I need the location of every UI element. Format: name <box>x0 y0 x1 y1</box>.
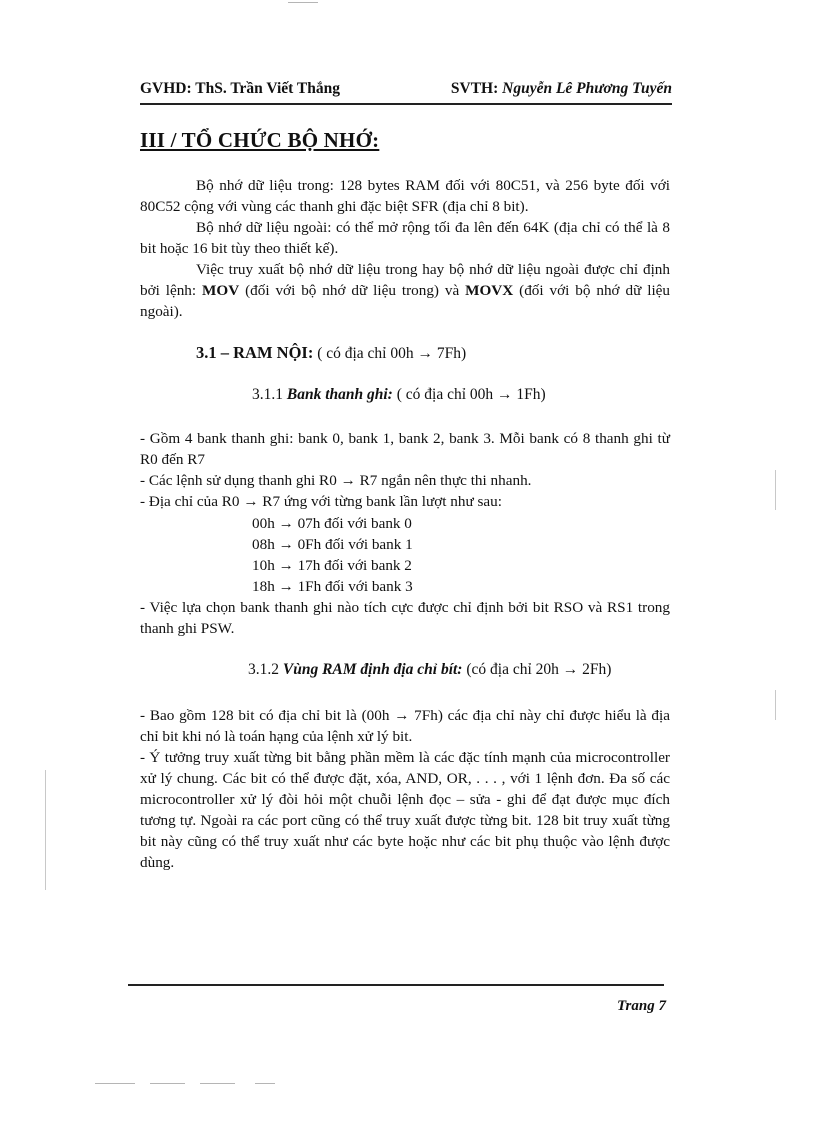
bank-address-item: 10h → 17h đối với bank 2 <box>252 557 412 574</box>
footer-divider <box>128 984 664 986</box>
scan-mark-top <box>288 2 318 3</box>
intro-paragraph-3 <box>140 259 670 322</box>
bank-line-3: - Địa chỉ của R0 → R7 ứng với từng bank lần lượt như sau: <box>140 493 502 510</box>
intro-paragraph-2: Bộ nhớ dữ liệu ngoài: có thể mở rộng tối đa lên đến 64K (địa chỉ có thể là 8 bit hoặc 16 bit tùy theo thiết kế). <box>140 219 670 257</box>
bank-block <box>140 428 670 512</box>
advisor-name: ThS. Trần Viết Thắng <box>195 80 341 97</box>
bitram-heading-title: Vùng RAM định địa chỉ bít: <box>282 661 463 678</box>
bitram-paragraph-2: - Ý tưởng truy xuất từng bit bằng phần mềm là các đặc tính mạnh của microcontroller xử lý chung. Các bit có thể được đặt, xóa, AND, OR, . . . , với 1 lệnh đơn. Đa số các microcontroller xử lý đòi hỏi một chuỗi lệnh đọc – sửa - ghi để đạt được mục đích tương tự. Ngoài ra các port cũng có thể truy xuất được từng bit. 128 bit truy xuất từng bit này cũng có thể truy xuất như các byte hoặc như các bit phụ thuộc vào lệnh được dùng. <box>140 749 670 871</box>
advisor-label: GVHD: <box>140 80 192 97</box>
student-name: Nguyễn Lê Phương Tuyến <box>502 80 672 97</box>
bitram-heading-number: 3.1.2 <box>248 661 283 678</box>
intro-p3-part-a: Việc truy xuất bộ nhớ dữ liệu trong hay bộ nhớ dữ liệu ngoài được chỉ định bởi lệnh: <box>140 261 670 299</box>
ram-heading <box>196 343 466 363</box>
scan-line-right-2 <box>775 690 776 720</box>
bitram-paragraph-1: - Bao gồm 128 bit có địa chỉ bit là (00h → 7Fh) các địa chỉ này chỉ được hiểu là địa chỉ bit khi nó là toán hạng của lệnh xử lý bit. <box>140 707 670 745</box>
bank-address-item: 08h → 0Fh đối với bank 1 <box>252 536 413 553</box>
intro-paragraph-1: Bộ nhớ dữ liệu trong: 128 bytes RAM đối với 80C51, và 256 byte đối với 80C52 cộng với vùng các thanh ghi đặc biệt SFR (địa chỉ 8 bit). <box>140 177 670 215</box>
intro-p3-part-c: (đối với bộ nhớ dữ liệu ngoài). <box>140 282 671 320</box>
bank-address-item: 18h → 1Fh đối với bank 3 <box>252 578 413 595</box>
bank-select-block <box>140 597 670 639</box>
page-header <box>140 79 672 105</box>
scan-mark-bottom-3 <box>200 1083 235 1084</box>
bitram-block <box>140 705 670 873</box>
intro-p3-part-b: (đối với bộ nhớ dữ liệu trong) và <box>239 282 466 299</box>
scan-line-right-1 <box>775 470 776 510</box>
mov-keyword: MOV <box>202 282 240 299</box>
scan-mark-bottom-1 <box>95 1083 135 1084</box>
bank-line-1: - Gồm 4 bank thanh ghi: bank 0, bank 1, bank 2, bank 3. Mỗi bank có 8 thanh ghi từ R0 đến R7 <box>140 430 670 468</box>
bank-address-item: 00h → 07h đối với bank 0 <box>252 515 412 532</box>
bank-heading <box>252 386 546 404</box>
intro-block <box>140 175 670 322</box>
page-number: Trang 7 <box>616 998 666 1014</box>
bank-address-list <box>252 513 413 597</box>
section-title: III / TỔ CHỨC BỘ NHỚ: <box>140 128 380 152</box>
bank-heading-title: Bank thanh ghi: <box>286 386 393 403</box>
bank-heading-number: 3.1.1 <box>252 386 287 403</box>
bitram-heading <box>248 661 611 679</box>
scan-mark-bottom-4 <box>255 1083 275 1084</box>
movx-keyword: MOVX <box>465 282 514 299</box>
advisor-info <box>140 80 340 98</box>
student-info <box>451 80 672 98</box>
bitram-heading-note: (có địa chỉ 20h → 2Fh) <box>462 661 612 678</box>
ram-heading-title: 3.1 – RAM NỘI: <box>196 343 314 362</box>
scan-line-left <box>45 770 46 890</box>
scan-mark-bottom-2 <box>150 1083 185 1084</box>
bank-heading-note: ( có địa chỉ 00h → 1Fh) <box>392 386 546 403</box>
bank-line-2: - Các lệnh sử dụng thanh ghi R0 → R7 ngắn nên thực thi nhanh. <box>140 472 532 489</box>
ram-heading-note: ( có địa chỉ 00h → 7Fh) <box>313 345 467 362</box>
bank-line-4: - Việc lựa chọn bank thanh ghi nào tích cực được chỉ định bởi bit RSO và RS1 trong thanh ghi PSW. <box>140 599 670 637</box>
student-label: SVTH: <box>450 80 499 97</box>
